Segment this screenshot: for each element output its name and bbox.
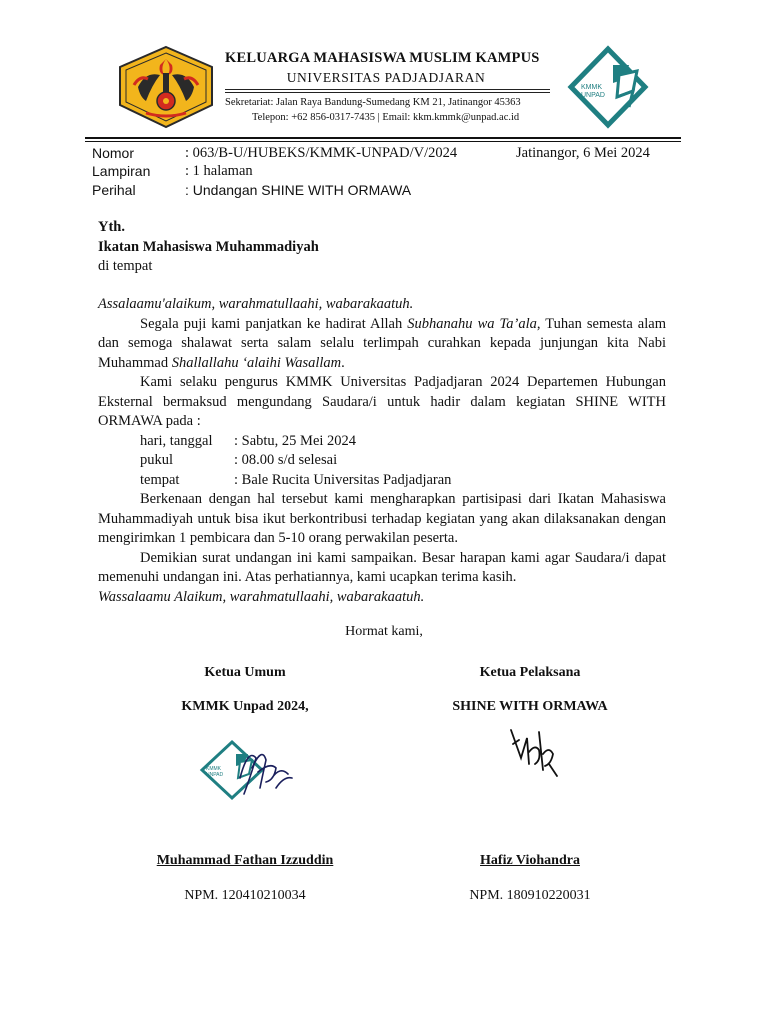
right-signer-org: SHINE WITH ORMAWA bbox=[452, 699, 608, 714]
detail-value: : 08.00 s/d selesai bbox=[234, 452, 338, 468]
letter-body bbox=[98, 295, 666, 607]
detail-value: : Sabtu, 25 Mei 2024 bbox=[234, 432, 357, 449]
nomor-value: : 063/B-U/HUBEKS/KMMK-UNPAD/V/2024 bbox=[185, 145, 458, 161]
left-signer-role: Ketua Umum bbox=[204, 665, 286, 680]
hormat-kami: Hormat kami, bbox=[345, 624, 423, 639]
right-signer-npm: NPM. 180910220031 bbox=[469, 888, 591, 903]
left-signer-name: Muhammad Fathan Izzuddin bbox=[156, 853, 334, 868]
left-signer-npm: NPM. 120410210034 bbox=[184, 888, 306, 903]
paragraph-closing: Demikian surat undangan ini kami sampaikan. Besar harapan kami agar Saudara/i dapat memenuhi undangan ini. Atas perhatiannya, kami ucapkan terima kasih. bbox=[98, 549, 666, 585]
praise-italic-2: Shallallahu ‘alaihi Wasallam bbox=[171, 354, 342, 371]
recipient-place: di tempat bbox=[98, 258, 153, 274]
letterhead-divider-1 bbox=[225, 89, 550, 90]
recipient-block bbox=[98, 218, 666, 277]
kmmk-logo bbox=[567, 45, 649, 129]
secretariat-address: Sekretariat: Jalan Raya Bandung-Sumedang KM 21, Jatinangor 45363 bbox=[225, 97, 521, 108]
praise-text-b: , Tuhan semesta alam dan semoga shalawat serta salam selalu terlimpah curahkan kepada junjungan kita Nabi Muhammad bbox=[98, 315, 666, 371]
closing-greeting: Wassalaamu Alaikum, warahmatullaahi, wabarakaatuh. bbox=[98, 588, 425, 605]
university-name: UNIVERSITAS PADJADJARAN bbox=[286, 70, 486, 85]
recipient-name: Ikatan Mahasiswa Muhammadiyah bbox=[98, 238, 319, 255]
paragraph-participation: Berkenaan dengan hal tersebut kami mengharapkan partisipasi dari Ikatan Mahasiswa Muhammadiyah untuk bisa ikut berkontribusi terhadap kegiatan yang akan dilaksanakan dengan mengirimkan 1 pembicara dan 5-10 orang perwakilan peserta. bbox=[98, 491, 666, 546]
lampiran-value: : 1 halaman bbox=[185, 163, 253, 179]
paragraph-invitation: Kami selaku pengurus KMMK Universitas Padjadjaran 2024 Departemen Hubungan Eksternal bermaksud mengundang Saudara/i untuk hadir dalam kegiatan SHINE WITH ORMAWA pada : bbox=[98, 374, 666, 429]
praise-text-a: Segala puji kami panjatkan ke hadirat Allah bbox=[140, 315, 408, 332]
nomor-label: Nomor bbox=[92, 145, 135, 161]
university-seal-logo bbox=[116, 45, 216, 129]
kmmk-stamp-signature bbox=[192, 738, 302, 802]
letterhead-rule-thick bbox=[85, 137, 681, 139]
svg-text:UNPAD: UNPAD bbox=[206, 772, 224, 778]
detail-value: : Bale Rucita Universitas Padjadjaran bbox=[234, 471, 452, 488]
lampiran-label: Lampiran bbox=[92, 163, 151, 179]
kmmk-logo-text: KMMK bbox=[581, 84, 602, 91]
right-signer-role: Ketua Pelaksana bbox=[479, 665, 581, 680]
opening-greeting: Assalaamu'alaikum, warahmatullaahi, wabarakaatuh. bbox=[98, 296, 414, 312]
praise-italic-1: Subhanahu wa Ta’ala bbox=[407, 315, 537, 332]
letter-date: Jatinangor, 6 Mei 2024 bbox=[516, 145, 650, 161]
paragraph-praise bbox=[98, 315, 666, 374]
svg-text:UNPAD: UNPAD bbox=[581, 92, 605, 99]
letterhead-rule-thin bbox=[85, 141, 681, 142]
handwritten-signature-right bbox=[505, 724, 565, 784]
detail-row-place bbox=[98, 471, 666, 491]
letterhead-divider-2 bbox=[225, 92, 550, 93]
detail-label: hari, tanggal bbox=[140, 432, 213, 449]
org-name: KELUARGA MAHASISWA MUSLIM KAMPUS bbox=[225, 50, 540, 66]
detail-label: pukul bbox=[140, 452, 174, 468]
perihal-value: : Undangan SHINE WITH ORMAWA bbox=[185, 182, 412, 198]
right-signer-name: Hafiz Viohandra bbox=[480, 853, 580, 868]
perihal-label: Perihal bbox=[92, 182, 136, 198]
svg-text:KMMK: KMMK bbox=[206, 766, 221, 772]
detail-row-date bbox=[98, 432, 666, 452]
praise-text-c: . bbox=[341, 354, 345, 371]
contact-info: Telepon: +62 856-0317-7435 | Email: kkm.kmmk@unpad.ac.id bbox=[252, 112, 520, 123]
detail-label: tempat bbox=[140, 471, 180, 488]
recipient-yth: Yth. bbox=[98, 219, 125, 235]
detail-row-time bbox=[98, 451, 666, 471]
left-signer-org: KMMK Unpad 2024, bbox=[181, 699, 309, 714]
